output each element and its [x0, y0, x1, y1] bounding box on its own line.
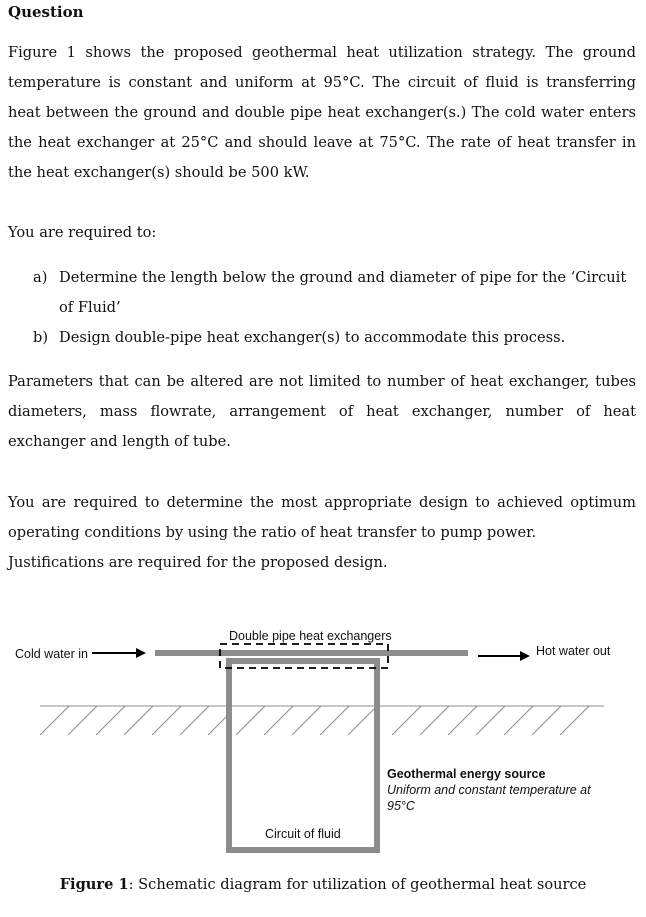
- geothermal-schematic: [0, 600, 646, 865]
- cold-water-in-label: Cold water in: [15, 647, 88, 661]
- task-a-marker: a): [33, 269, 48, 286]
- ground-hatching: [40, 706, 604, 735]
- geothermal-source-title: Geothermal energy source: [387, 767, 546, 781]
- task-b: [33, 323, 636, 353]
- circuit-of-fluid-label: Circuit of fluid: [265, 827, 341, 841]
- hx-label: Double pipe heat exchangers: [229, 629, 392, 643]
- hot-water-out-label: Hot water out: [536, 644, 611, 658]
- figure-caption-label: Figure 1: [59, 876, 129, 893]
- task-b-marker: b): [33, 329, 49, 346]
- task-a-text: Determine the length below the ground and diameter of pipe for the ‘Circuit of Fluid’: [59, 269, 627, 316]
- hot-water-arrow: [478, 651, 530, 661]
- geothermal-source-desc-1: Uniform and constant temperature at: [387, 783, 591, 797]
- task-b-text: Design double-pipe heat exchanger(s) to accommodate this process.: [59, 329, 566, 346]
- intro-paragraph: Figure 1 shows the proposed geothermal heat utilization strategy. The ground temperature is constant and uniform at 95°C. The circuit of fluid is transferring heat between the ground and double pipe heat exchanger(s.) The cold water enters the heat exchanger at 25°C and should leave at 75°C. The rate of heat transfer in the heat exchanger(s) should be 500 kW.: [8, 44, 636, 181]
- task-a: [33, 263, 636, 323]
- cold-water-arrow: [92, 648, 146, 658]
- design-requirement-paragraph: You are required to determine the most appropriate design to achieved optimum operating conditions by using the ratio of heat transfer to pump power.: [8, 494, 636, 541]
- parameters-paragraph: Parameters that can be altered are not limited to number of heat exchanger, tubes diameters, mass flowrate, arrangement of heat exchanger, number of heat exchanger and length of tube.: [8, 373, 636, 450]
- figure-caption: [0, 876, 646, 893]
- geothermal-source-desc-2: 95°C: [387, 799, 415, 813]
- figure-caption-text: : Schematic diagram for utilization of geothermal heat source: [128, 876, 587, 893]
- circuit-of-fluid-loop: [229, 661, 377, 850]
- required-intro: You are required to:: [8, 224, 157, 241]
- question-heading: Question: [8, 3, 84, 21]
- justification-line: Justifications are required for the proposed design.: [8, 554, 388, 571]
